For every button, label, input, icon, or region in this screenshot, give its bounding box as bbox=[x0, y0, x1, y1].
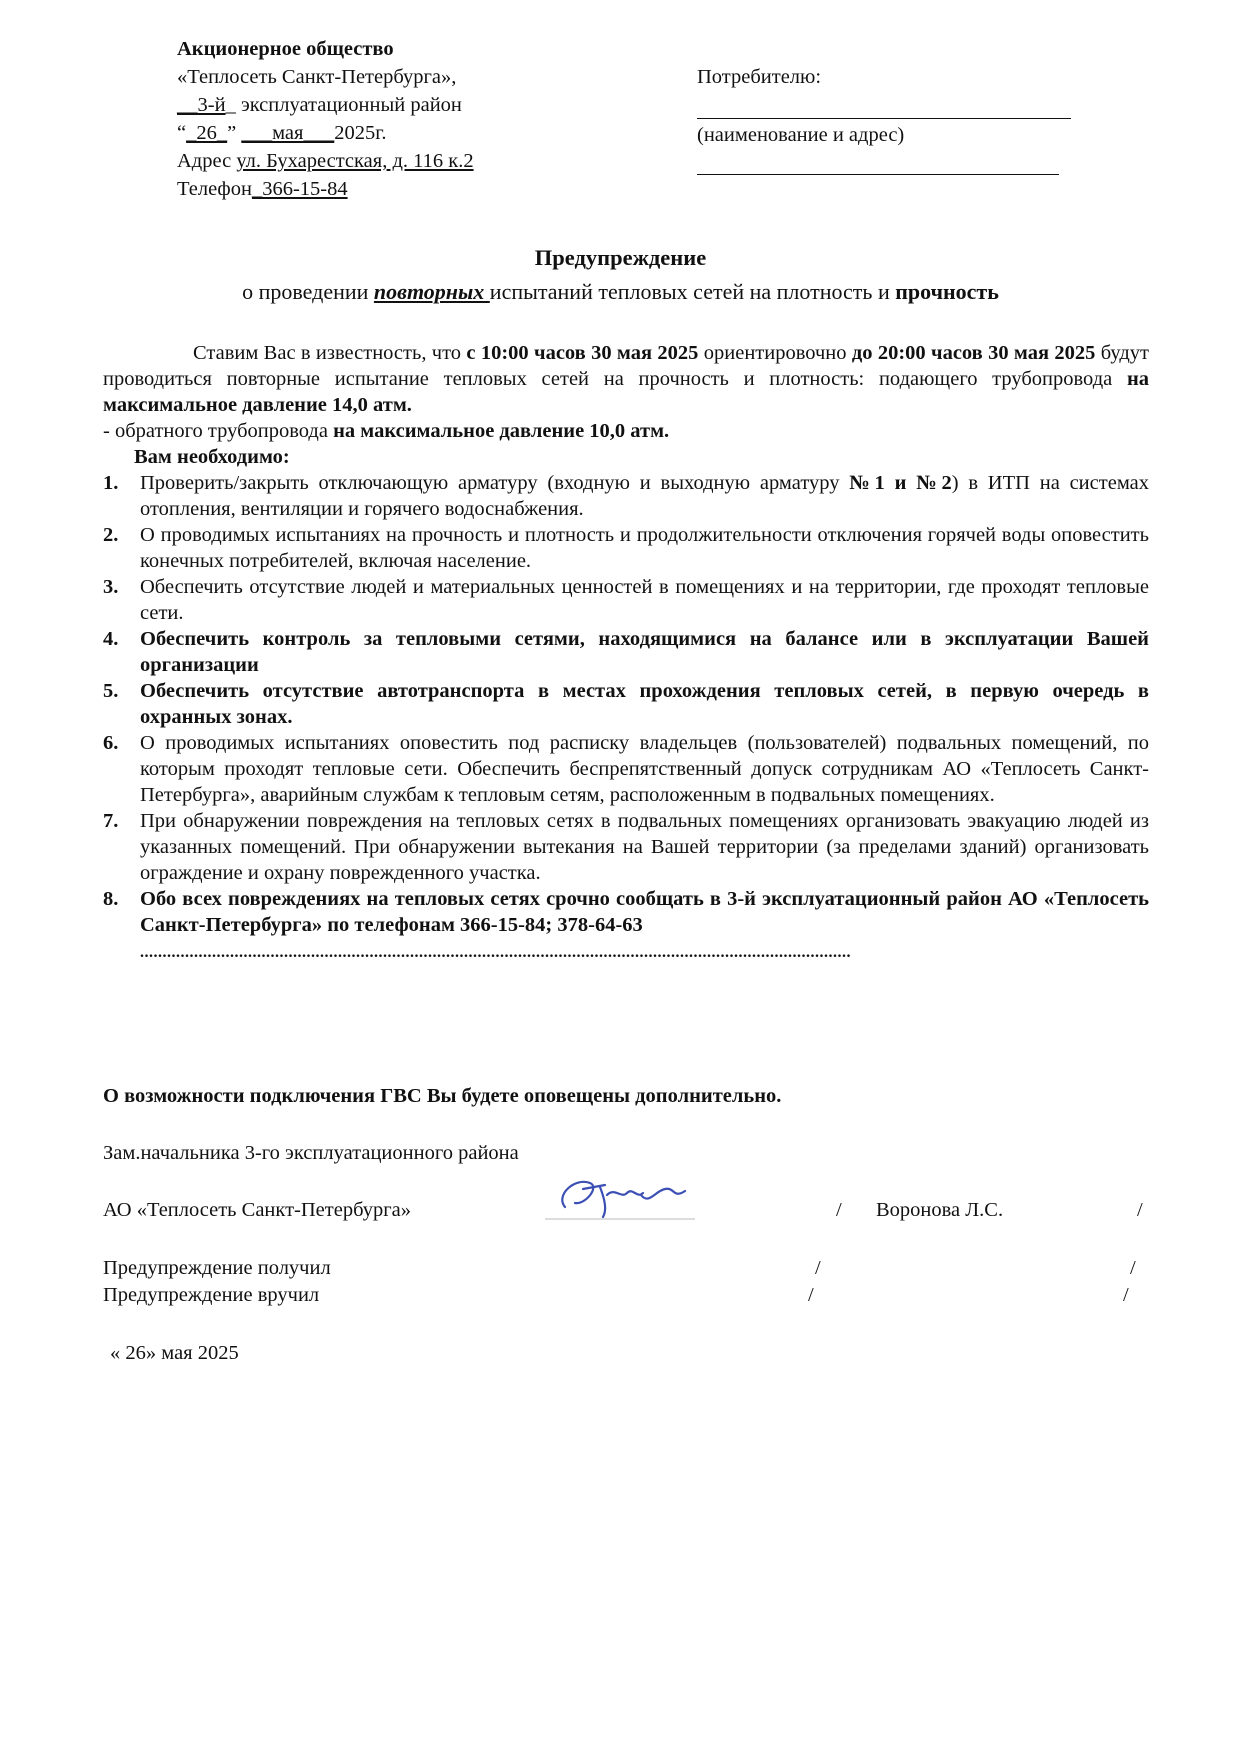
received-label: Предупреждение получил bbox=[103, 1257, 331, 1279]
consumer-line-2 bbox=[697, 174, 1059, 175]
address-line bbox=[177, 148, 657, 176]
subtitle-bold: прочность bbox=[895, 279, 999, 304]
list-item bbox=[103, 522, 1149, 574]
intro-start-time: с 10:00 часов 30 мая 2025 bbox=[466, 342, 699, 364]
item-text: При обнаружении повреждения на тепловых сетях в подвальных помещениях организовать эвакуацию людей из указанных помещений. При обнаружении вытекания на Вашей территории (за пределами зданий) организовать ограждение и охрану поврежденного участка. bbox=[140, 810, 1149, 884]
subtitle-mid: испытаний тепловых сетей на плотность и bbox=[489, 279, 896, 304]
received-slash-right: / bbox=[1130, 1257, 1136, 1279]
signatory-position: Зам.начальника 3-го эксплуатационного района bbox=[103, 1142, 519, 1164]
item-text: Обеспечить отсутствие людей и материальных ценностей в помещениях и на территории, где проходят тепловые сети. bbox=[140, 576, 1149, 624]
document-subtitle bbox=[0, 279, 1241, 305]
handwritten-signature bbox=[545, 1165, 705, 1225]
item-number: 5. bbox=[103, 680, 119, 702]
item-number: 2. bbox=[103, 524, 119, 546]
handed-slash-right: / bbox=[1123, 1284, 1129, 1306]
gvs-note: О возможности подключения ГВС Вы будете оповещены дополнительно. bbox=[103, 1085, 782, 1107]
subtitle-emphasis: повторных bbox=[373, 279, 490, 304]
signatory-name: Воронова Л.С. bbox=[876, 1199, 1004, 1221]
item-number: 4. bbox=[103, 628, 119, 650]
item-text: ) в ИТП на системах отопления, вентиляции и горячего водоснабжения. bbox=[140, 472, 1149, 520]
list-item bbox=[103, 808, 1149, 886]
district-pre: __ bbox=[177, 94, 198, 116]
district-post: _ эксплуатационный район bbox=[225, 94, 462, 116]
date-quote-close: ” bbox=[227, 122, 237, 144]
handed-slash-left: / bbox=[808, 1284, 814, 1306]
slash-right: / bbox=[1137, 1199, 1143, 1221]
list-item bbox=[103, 730, 1149, 808]
signatory-organization: АО «Теплосеть Санкт-Петербурга» bbox=[103, 1199, 411, 1221]
sender-block bbox=[177, 36, 657, 204]
item-text: Проверить/закрыть отключающую арматуру (входную и выходную арматуру bbox=[140, 472, 850, 494]
list-item bbox=[103, 574, 1149, 626]
intro-end-time: до 20:00 часов 30 мая 2025 bbox=[851, 342, 1096, 364]
item-number: 1. bbox=[103, 472, 119, 494]
item-text: Обеспечить контроль за тепловыми сетями, находящимися на балансе или в эксплуатации Вашей организации bbox=[140, 628, 1149, 676]
org-name-line2: «Теплосеть Санкт-Петербурга», bbox=[177, 66, 457, 88]
slash-left: / bbox=[836, 1199, 842, 1221]
list-item bbox=[103, 470, 1149, 522]
date-year: 2025г. bbox=[334, 122, 387, 144]
return-pressure: на максимальное давление 10,0 атм. bbox=[333, 420, 670, 442]
list-item bbox=[103, 678, 1149, 730]
org-name-line1: Акционерное общество bbox=[177, 38, 394, 60]
issue-date: « 26» мая 2025 bbox=[110, 1342, 239, 1364]
address-label: Адрес bbox=[177, 150, 237, 172]
supply-pressure: на максимальное давление 14,0 атм. bbox=[103, 368, 1149, 416]
consumer-line-1 bbox=[697, 118, 1071, 119]
date-line bbox=[177, 120, 657, 148]
document-body bbox=[103, 340, 1149, 966]
date-month: ___мая___ bbox=[241, 122, 335, 144]
phone-value: _366-15-84 bbox=[251, 178, 348, 200]
return-pipe-text: - обратного трубопровода bbox=[103, 420, 334, 442]
recipient-block bbox=[697, 64, 1077, 92]
item-text: О проводимых испытаниях на прочность и плотность и продолжительности отключения горячей воды оповестить конечных потребителей, включая население. bbox=[140, 524, 1149, 572]
intro-text-1: Ставим Вас в известность, что bbox=[193, 342, 467, 364]
return-pipe-line bbox=[103, 418, 1149, 444]
address-value: ул. Бухарестская, д. 116 к.2 bbox=[236, 150, 474, 172]
date-day: _26_ bbox=[186, 122, 228, 144]
consumer-label: Потребителю: bbox=[697, 66, 822, 88]
item-number: 8. bbox=[103, 888, 119, 910]
consumer-hint: (наименование и адрес) bbox=[697, 124, 905, 146]
phone-line bbox=[177, 176, 657, 204]
document-title: Предупреждение bbox=[534, 245, 707, 270]
dotted-separator: .............................................................................................................................................................. bbox=[140, 944, 851, 961]
phone-label: Телефон bbox=[177, 178, 252, 200]
requirements-list bbox=[103, 470, 1149, 938]
district-value: 3-й bbox=[197, 94, 226, 116]
item-valve-numbers: №1 и №2 bbox=[849, 472, 952, 494]
item-number: 3. bbox=[103, 576, 119, 598]
item-text: О проводимых испытаниях оповестить под расписку владельцев (пользователей) подвальных помещений, по которым проходят тепловые сети. Обеспечить беспрепятственный допуск сотрудникам АО «Теплосеть Санкт-Петербурга», аварийным службам к тепловым сетям, расположенным в подвальных помещениях. bbox=[140, 732, 1149, 806]
list-item bbox=[103, 886, 1149, 938]
item-text: Обо всех повреждениях на тепловых сетях срочно сообщать в 3-й эксплуатационный район АО «Теплосеть Санкт-Петербурга» по телефонам 366-15-84; 378-64-63 bbox=[140, 888, 1149, 936]
date-quote-open: “ bbox=[177, 122, 187, 144]
received-slash-left: / bbox=[815, 1257, 821, 1279]
item-number: 6. bbox=[103, 732, 119, 754]
list-item bbox=[103, 626, 1149, 678]
district-line bbox=[177, 92, 657, 120]
intro-paragraph bbox=[103, 340, 1149, 418]
handed-label: Предупреждение вручил bbox=[103, 1284, 320, 1306]
subtitle-pre: о проведении bbox=[242, 279, 374, 304]
item-text: Обеспечить отсутствие автотранспорта в местах прохождения тепловых сетей, в первую очередь в охранных зонах. bbox=[140, 680, 1149, 728]
intro-text-2: ориентировочно bbox=[698, 342, 852, 364]
item-number: 7. bbox=[103, 810, 119, 832]
intro-text-3: будут проводиться повторные испытание тепловых сетей на прочность и плотность: подающего трубопровода bbox=[103, 342, 1150, 390]
need-label: Вам необходимо: bbox=[134, 446, 290, 468]
